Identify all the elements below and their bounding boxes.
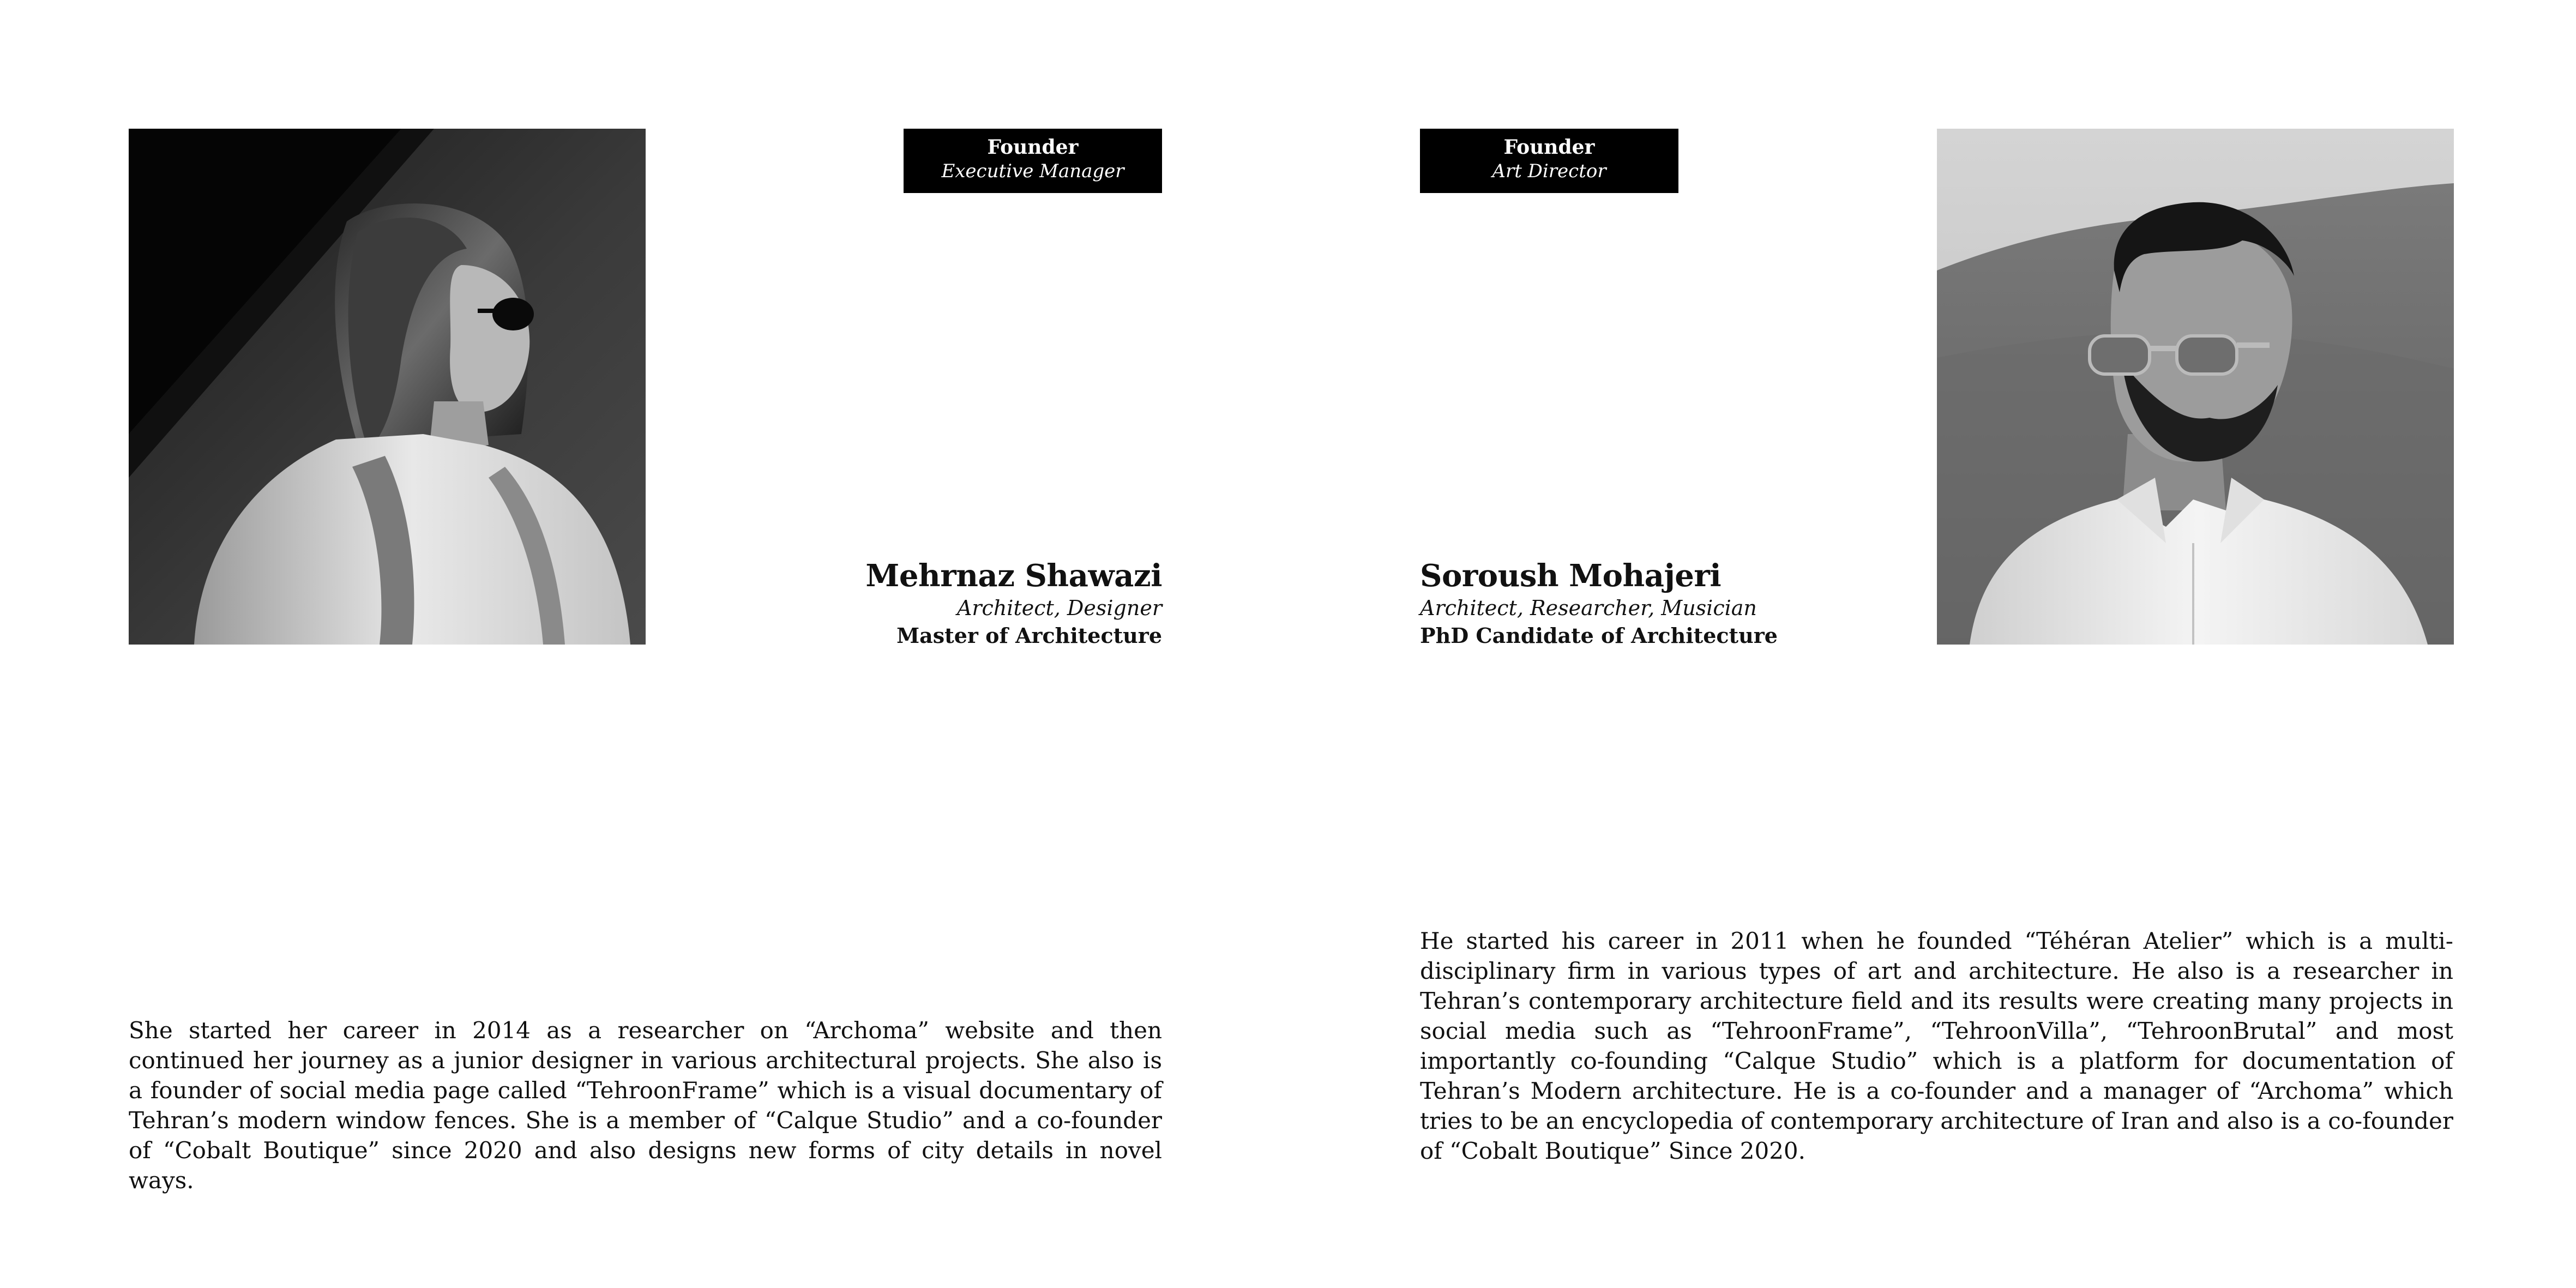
role-badge-soroush [1420,129,1678,193]
role-subtitle: Art Director [1492,160,1606,182]
role-title: Founder [987,136,1079,159]
person-info-soroush [1420,557,1802,650]
person-degree: PhD Candidate of Architecture [1420,623,1778,648]
person-profession: Architect, Researcher, Musician [1420,596,1757,620]
portrait-image [129,129,646,645]
person-name: Soroush Mohajeri [1420,558,1722,594]
person-degree: Master of Architecture [896,623,1162,648]
portrait-image [1937,129,2454,645]
bio-paragraph-mehrnaz: She started her career in 2014 as a researcher on “Archoma” website and then continued her journey as a junior designer in various architectural projects. She also is a founder of social media page called “TehroonFrame” which is a visual documentary of Tehran’s modern window fences. She is a member of “Calque Studio” and a co-founder of “Cobalt Boutique” since 2020 and also designs new forms of city details in novel ways. [129,1017,1162,1194]
role-subtitle: Executive Manager [941,160,1124,182]
person-profession: Architect, Designer [956,596,1162,620]
portrait-photo-mehrnaz [129,129,646,645]
person-name: Mehrnaz Shawazi [865,558,1162,594]
portrait-photo-soroush [1937,129,2454,645]
person-info-mehrnaz [780,557,1162,650]
role-title: Founder [1503,136,1595,159]
bio-paragraph-soroush: He started his career in 2011 when he founded “Téhéran Atelier” which is a multi-disciplinary firm in various types of art and architecture. He also is a researcher in Tehran’s contemporary architecture field and its results were creating many projects in social media such as “TehroonFrame”, “TehroonVilla”, “TehroonBrutal” and most importantly co-founding “Calque Studio” which is a platform for documentation of Tehran’s Modern architecture. He is a co-founder and a manager of “Archoma” which tries to be an encyclopedia of contemporary architecture of Iran and also is a co-founder of “Cobalt Boutique” Since 2020. [1420,928,2453,1164]
role-badge-mehrnaz [904,129,1162,193]
